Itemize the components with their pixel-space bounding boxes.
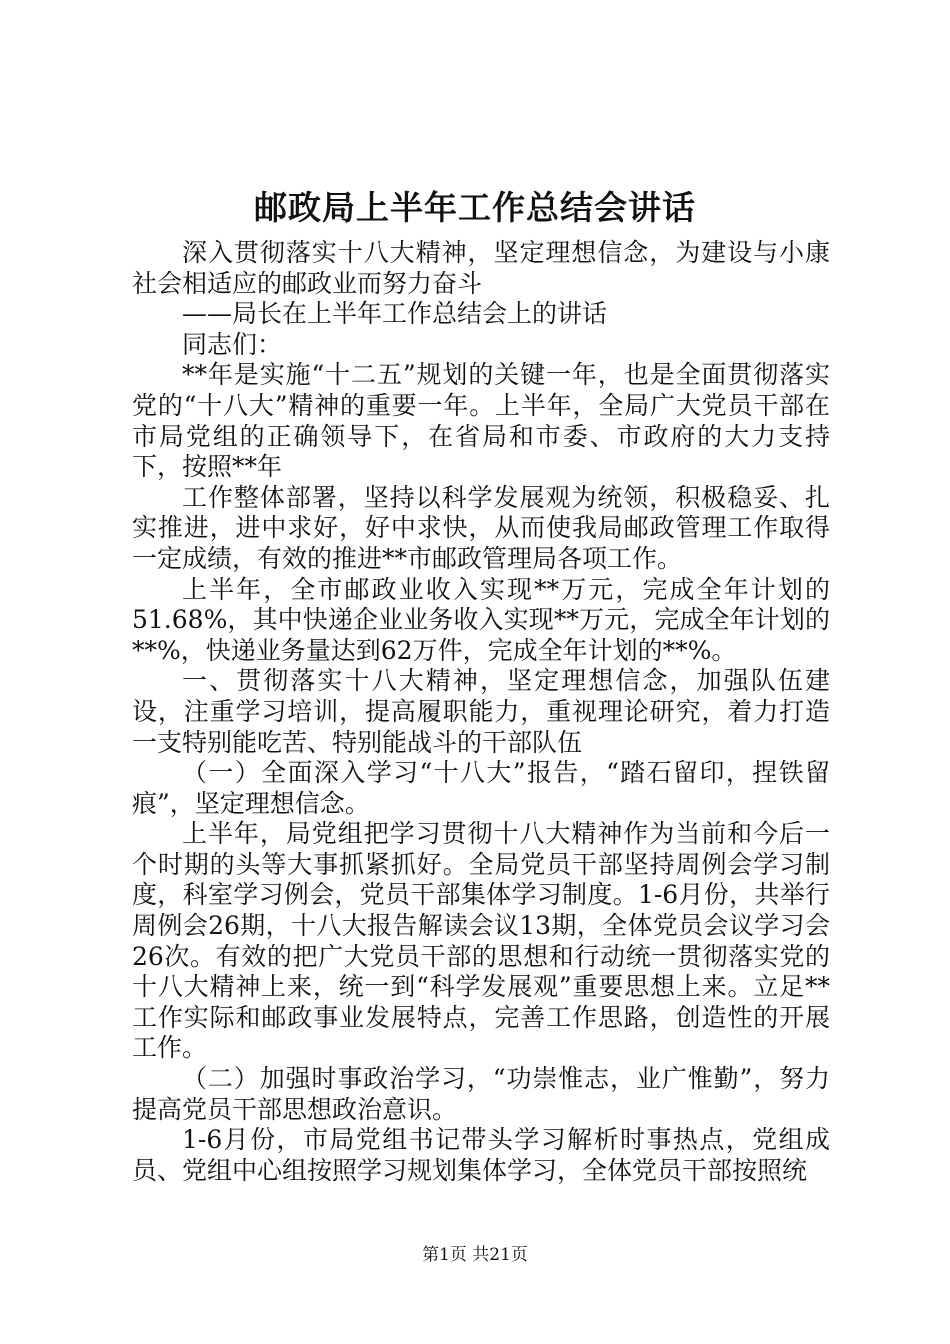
speaker-line: ——局长在上半年工作总结会上的讲话 [182,299,608,329]
subtitle-paragraph: 深入贯彻落实十八大精神，坚定理想信念，为建设与小康社会相适应的邮政业而努力奋斗 [132,238,830,298]
document-body [132,238,830,1186]
body-paragraph: 1-6月份，市局党组书记带头学习解析时事热点，党组成员、党组中心组按照学习规划集体学习，全体党员干部按照统 [132,1125,830,1185]
section-heading: 一、贯彻落实十八大精神，坚定理想信念，加强队伍建设，注重学习培训，提高履职能力，重视理论研究，着力打造一支特别能吃苦、特别能战斗的干部队伍 [132,666,830,757]
body-paragraph: 上半年，局党组把学习贯彻十八大精神作为当前和今后一个时期的头等大事抓紧抓好。全局党员干部坚持周例会学习制度，科室学习例会，党员干部集体学习制度。1-6月份，共举行周例会26期，十八大报告解读会议13期，全体党员会议学习会26次。有效的把广大党员干部的思想和行动统一贯彻落实党的十八大精神上来，统一到“科学发展观”重要思想上来。立足**工作实际和邮政事业发展特点，完善工作思路，创造性的开展工作。 [132,819,830,1063]
subsection-heading: （二）加强时事政治学习，“功崇惟志，业广惟勤”，努力提高党员干部思想政治意识。 [132,1064,830,1124]
body-paragraph: **年是实施“十二五”规划的关键一年，也是全面贯彻落实党的“十八大”精神的重要一年。上半年，全局广大党员干部在市局党组的正确领导下，在省局和市委、市政府的大力支持下，按照**年 [132,360,830,482]
page-footer: 第1页 共21页 [422,1245,528,1265]
body-paragraph: 工作整体部署，坚持以科学发展观为统领，积极稳妥、扎实推进，进中求好，好中求快，从而使我局邮政管理工作取得一定成绩，有效的推进**市邮政管理局各项工作。 [132,482,830,573]
salutation: 同志们： [182,329,283,359]
document-title: 邮政局上半年工作总结会讲话 [254,188,696,227]
body-paragraph: 上半年，全市邮政业收入实现**万元，完成全年计划的51.68%，其中快递企业业务收入实现**万元，完成全年计划的**%，快递业务量达到62万件，完成全年计划的**%。 [132,574,830,665]
subsection-heading: （一）全面深入学习“十八大”报告，“踏石留印，捏铁留痕”，坚定理想信念。 [132,758,830,818]
